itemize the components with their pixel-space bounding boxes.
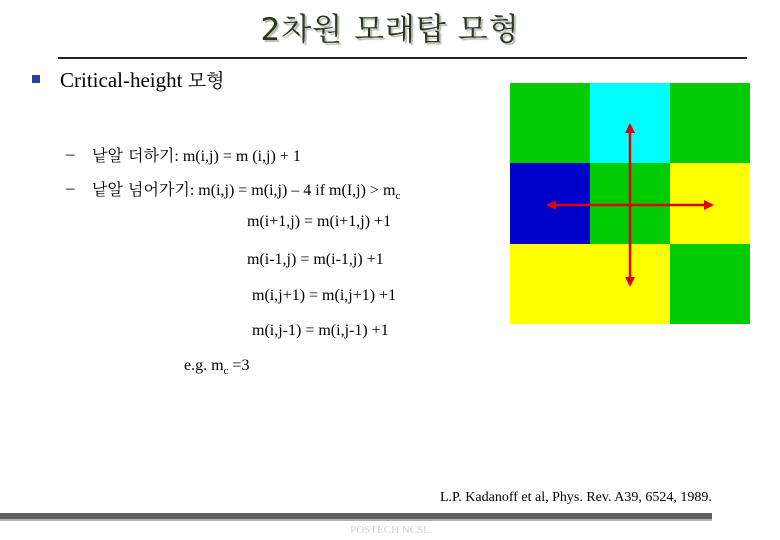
dash-bullet-1: – xyxy=(66,144,75,163)
equation-j-minus: m(i,j-1) = m(i,j-1) +1 xyxy=(252,322,389,339)
example-suffix: =3 xyxy=(228,357,250,374)
citation: L.P. Kadanoff et al, Phys. Rev. A39, 6524, 1989. xyxy=(440,490,712,505)
rule-add-grain-formula: : m(i,j) = m (i,j) + 1 xyxy=(174,148,301,165)
equation-i-minus: m(i-1,j) = m(i-1,j) +1 xyxy=(247,251,384,268)
rule-topple-subscript: c xyxy=(395,190,401,202)
footer-bar-shadow xyxy=(0,519,712,521)
rule-topple-formula: : m(i,j) = m(i,j) – 4 if m(I,j) > m xyxy=(189,182,396,199)
footer-label: POSTECH NCSL xyxy=(350,524,430,536)
equation-i-plus: m(i+1,j) = m(i+1,j) +1 xyxy=(247,213,392,230)
topple-arrows xyxy=(510,83,750,324)
example-prefix: e.g. m xyxy=(184,357,224,374)
heading-latin: Critical-height xyxy=(60,68,188,92)
section-heading xyxy=(60,66,224,93)
rule-topple xyxy=(92,177,400,202)
rule-add-grain xyxy=(92,143,301,166)
rule-add-grain-label: 낱알 더하기 xyxy=(92,146,175,165)
square-bullet-icon xyxy=(32,75,40,83)
example-subscript: c xyxy=(223,365,229,377)
heading-korean: 모형 xyxy=(187,70,225,92)
dash-bullet-2: – xyxy=(66,178,75,197)
equation-j-plus: m(i,j+1) = m(i,j+1) +1 xyxy=(252,287,397,304)
title-divider xyxy=(58,57,747,59)
example-threshold xyxy=(184,357,249,377)
slide-title: 2차원 모래탑 모형 xyxy=(260,12,520,48)
rule-topple-label: 낱알 넘어가기 xyxy=(92,180,190,199)
